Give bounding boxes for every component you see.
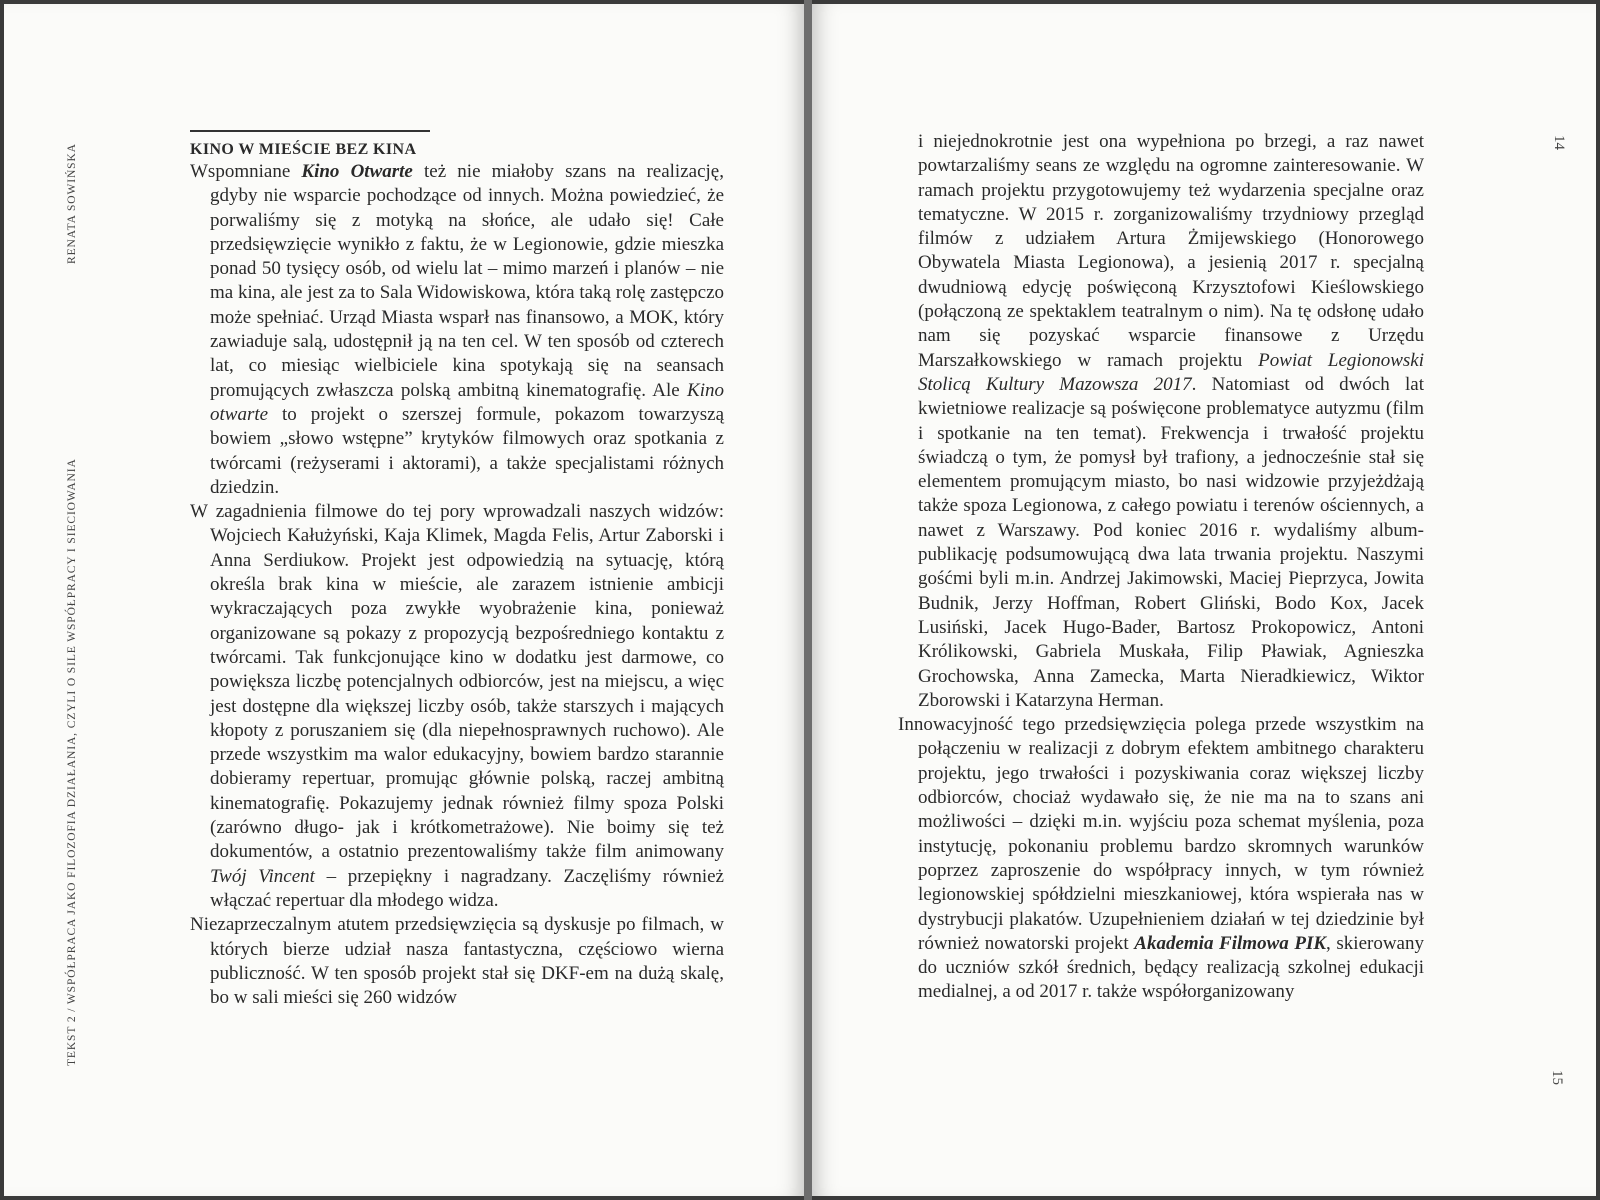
heading-rule (190, 130, 430, 132)
right-text-column (898, 130, 1424, 1005)
paragraph: W zagadnienia filmowe do tej pory wprowadzali naszych widzów: Wojciech Kałużyński, Kaja Klimek, Magda Felis, Artur Zaborski i Anna Serdiukow. Projekt jest odpowiedzią na sytuację, którą określa brak kina w mieście, ale zarazem istnienie ambicji wykraczających poza zwykłe wyobrażenie kina, ponieważ organizowane są pokazy z propozycją bezpośredniego kontaktu z twórcami. Tak funkcjonujące kino w dodatku jest darmowe, co powiększa liczbę potencjalnych odbiorców, jest na miejscu, a więc jest dostępne dla większej liczby osób, także starszych i mających kłopoty z poruszaniem się (dla niepełnosprawnych ruchowo). Ale przede wszystkim ma walor edukacyjny, bowiem bardzo starannie dobieramy repertuar, promując głównie polską, raczej ambitną kinematografię. Pokazujemy jednak również filmy spoza Polski (zarówno długo- jak i krótkometrażowe). Nie boimy się też dokumentów, a ostatnio prezentowaliśmy także film animowany Twój Vincent – przepiękny i nagradzany. Zaczęliśmy również włączać repertuar dla młodego widza. (190, 501, 724, 911)
left-page (4, 4, 804, 1196)
section-heading: KINO W MIEŚCIE BEZ KINA (190, 141, 417, 158)
running-header-title: TEKST 2 / WSPÓŁPRACA JAKO FILOZOFIA DZIAŁANIA, CZYLI O SILE WSPÓŁPRACY I SIECIOWANIA (66, 458, 78, 1066)
emphasis: Kino Otwarte (301, 161, 413, 182)
paragraph: i niejednokrotnie jest ona wypełniona po brzegi, a raz nawet powtarzaliśmy seans ze względu na ogromne zainteresowanie. W ramach projektu przygotowujemy też wydarzenia specjalne oraz tematyczne. W 2015 r. zorganizowaliśmy trzydniowy przegląd filmów z udziałem Artura Żmijewskiego (Honorowego Obywatela Miasta Legionowa), a jesienią 2017 r. specjalną dwudniową edycję poświęconą Krzysztofowi Kieślowskiego (połączoną ze spektaklem teatralnym o nim). Na tę odsłonę udało nam się pozyskać wsparcie finansowe z Urzędu Marszałkowskiego w ramach projektu Powiat Legionowski Stolicą Kultury Mazowsza 2017. Natomiast od dwóch lat kwietniowe realizacje są poświęcone problematyce autyzmu (film i spotkanie na ten temat). Frekwencja i trwałość projektu świadczą o tym, że pomysł był trafiony, a jednocześnie stał się elementem promującym miasto, bo nasi widzowie przyjeżdżają także spoza Legionowa, z całego powiatu i terenów ościennych, a nawet z Warszawy. Pod koniec 2016 r. wydaliśmy album-publikację podsumowującą dwa lata trwania projektu. Naszymi gośćmi byli m.in. Andrzej Jakimowski, Maciej Pieprzyca, Jowita Budnik, Jerzy Hoffman, Robert Gliński, Bodo Kox, Jacek Lusiński, Jacek Hugo-Bader, Bartosz Prokopowicz, Antoni Królikowski, Gabriela Muskała, Filip Pławiak, Agnieszka Grochowska, Anna Zamecka, Marta Nieradkiewicz, Wiktor Zborowski i Katarzyna Herman. (918, 131, 1424, 711)
running-header-author: RENATA SOWIŃSKA (66, 143, 78, 264)
paragraph: Innowacyjność tego przedsięwzięcia polega przede wszystkim na połączeniu w realizacji z dobrym efektem ambitnego charakteru projektu, jego trwałości i pozyskiwania coraz większej liczby odbiorców, chociaż wydawało się, że nie ma na to szans ani możliwości – dzięki m.in. wyjściu poza schemat myślenia, poza instytucję, pokonaniu problemu bardzo skromnych warunków poprzez zaproszenie do współpracy innych, w tym również legionowskiej spółdzielni mieszkaniowej, która wspierała nas w dystrybucji plakatów. Uzupełnieniem działań w tej dziedzinie był również nowatorski projekt Akademia Filmowa PIK, skierowany do uczniów szkół średnich, będący realizacją szkolnej edukacji medialnej, a od 2017 r. także współorganizowany (898, 714, 1424, 1003)
book-gutter (804, 0, 812, 1200)
paragraph: Wspomniane Kino Otwarte też nie miałoby szans na realizację, gdyby nie wsparcie pochodzące od innych. Można powiedzieć, że porwaliśmy się z motyką na słońce, ale udało się! Całe przedsięwzięcie wynikło z faktu, że w Legionowie, gdzie mieszka ponad 50 tysięcy osób, od wielu lat – mimo marzeń i planów – nie ma kina, ale jest za to Sala Widowiskowa, która taką rolę zastępczo może spełniać. Urząd Miasta wsparł nas finansowo, a MOK, który zawiaduje salą, udostępnił ją na ten cel. W ten sposób od czterech lat, co miesiąc wielbiciele kina spotykają się na seansach promujących zwłaszcza polską ambitną kinematografię. Ale Kino otwarte to projekt o szerszej formule, pokazom towarzyszą bowiem „słowo wstępne” krytyków filmowych oraz spotkania z twórcami (reżyserami i aktorami), a także specjalistami różnych dziedzin. (190, 161, 724, 498)
page-number: 14 (1551, 135, 1567, 150)
left-text-column (190, 130, 724, 1010)
right-page (812, 4, 1596, 1196)
page-number: 15 (1549, 1070, 1565, 1085)
emphasis: Powiat Legionowski Stolicą Kultury Mazowsza 2017 (918, 349, 1424, 395)
emphasis: Kino otwarte (210, 379, 724, 425)
emphasis: Akademia Filmowa PIK (1134, 932, 1327, 954)
emphasis: Twój Vincent (210, 865, 315, 887)
paragraph: Niezaprzeczalnym atutem przedsięwzięcia są dyskusje po filmach, w których bierze udział nasza fantastyczna, częściowo wierna publiczność. W ten sposób projekt stał się DKF-em na dużą skalę, bo w sali mieści się 260 widzów (190, 914, 724, 1009)
